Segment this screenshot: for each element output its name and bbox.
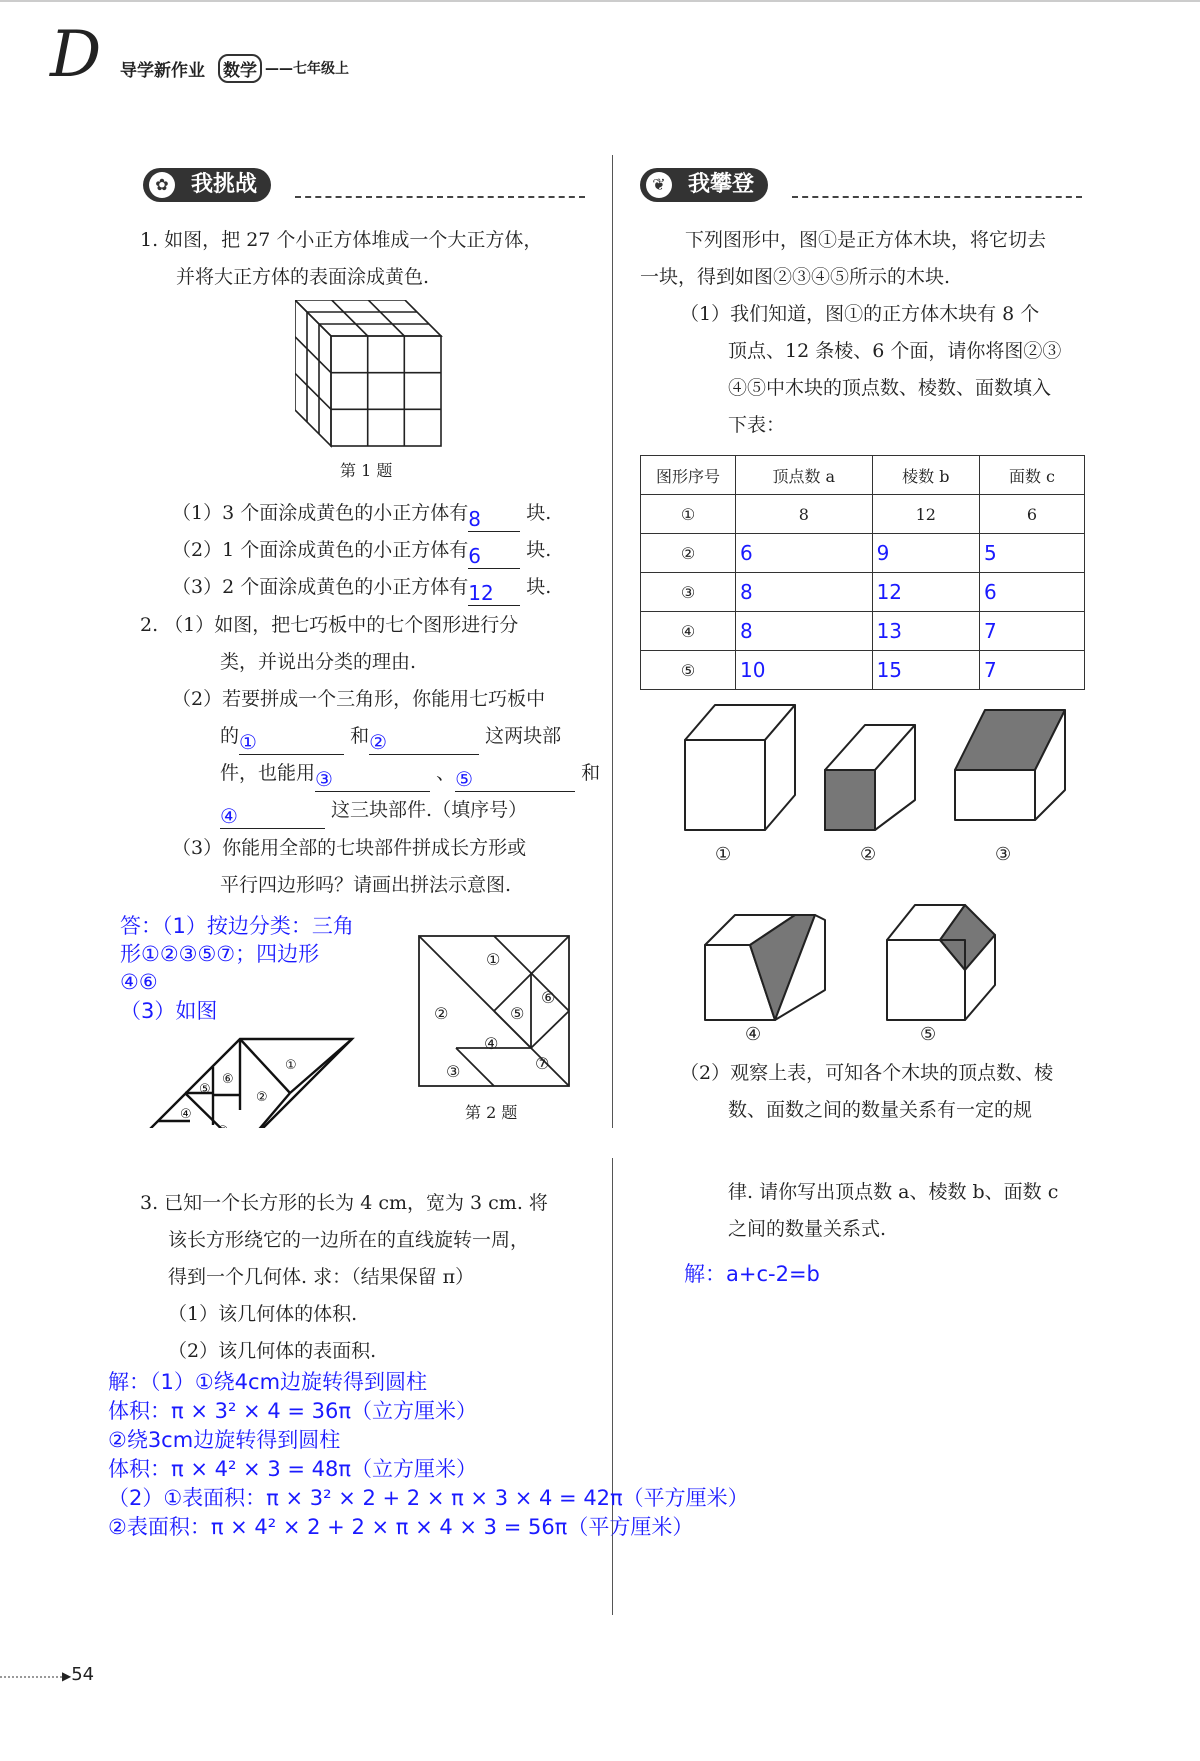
table-cell: 8 xyxy=(736,495,873,534)
answer-cell[interactable]: 5 xyxy=(980,534,1085,573)
q1-part3: （3）2 个面涂成黄色的小正方体有12 块. xyxy=(172,576,552,605)
section-title: 我攀登 xyxy=(688,172,755,197)
section-title: 我挑战 xyxy=(191,172,258,197)
climb-section-header xyxy=(640,168,790,202)
tangram-label-2: ② xyxy=(434,1004,449,1023)
table-row xyxy=(641,534,1085,573)
q2-answer-3[interactable]: ③ xyxy=(315,767,430,792)
q2-line-2: 类，并说出分类的理由. xyxy=(220,651,417,673)
solid-label-3: ③ xyxy=(995,844,1012,865)
p1-line-4: 下表： xyxy=(728,414,786,436)
column-divider xyxy=(612,155,613,1615)
header-title: 导学新作业 xyxy=(120,61,205,81)
tangram-figure xyxy=(418,935,570,1087)
p1-line-3: ④⑤中木块的顶点数、棱数、面数填入 xyxy=(728,377,1052,399)
table-cell: 6 xyxy=(980,495,1085,534)
q2-line-6: ④ 这三块部件.（填序号） xyxy=(220,799,528,828)
table-cell: 12 xyxy=(872,495,979,534)
q2-line-3: （2）若要拼成一个三角形，你能用七巧板中 xyxy=(172,688,546,710)
intro-line-1: 下列图形中，图①是正方体木块，将它切去 xyxy=(685,229,1047,251)
sketch-label-2: ② xyxy=(256,1090,268,1105)
answer-cell[interactable]: 8 xyxy=(736,612,873,651)
q2-answer-4[interactable]: ⑤ xyxy=(455,767,575,792)
scan-seam xyxy=(0,1128,1200,1158)
table-cell: ③ xyxy=(641,573,736,612)
header xyxy=(40,18,440,108)
q1-answer-1[interactable]: 8 xyxy=(468,507,520,532)
q2-line-4: 的① 和② 这两块部 xyxy=(220,725,562,754)
sketch-label-6: ⑥ xyxy=(222,1072,234,1087)
intro-line-2: 一块，得到如图②③④⑤所示的木块. xyxy=(640,266,951,288)
q2-solution-1: 答：（1）按边分类：三角 xyxy=(120,914,354,938)
tangram-label-3: ③ xyxy=(446,1062,461,1081)
q3-solution-2: 体积：π × 3² × 4 = 36π（立方厘米） xyxy=(108,1399,477,1423)
table-header: 顶点数 a xyxy=(736,456,873,495)
table-cell: ④ xyxy=(641,612,736,651)
top-rule xyxy=(0,0,1200,2)
answer-cell[interactable]: 8 xyxy=(736,573,873,612)
answer-cell[interactable]: 15 xyxy=(872,651,979,690)
section-divider xyxy=(792,196,1082,198)
tangram-label-7: ⑦ xyxy=(535,1054,550,1073)
q3-solution-5: （2）①表面积：π × 3² × 2 + 2 × π × 3 × 4 = 42π（平方厘米） xyxy=(108,1486,749,1510)
q3-solution-4: 体积：π × 4² × 3 = 48π（立方厘米） xyxy=(108,1457,477,1481)
sketch-label-4: ④ xyxy=(180,1107,192,1122)
q2-line-5: 件，也能用③ 、⑤ 和 xyxy=(220,762,601,791)
p1-line-2: 顶点、12 条棱、6 个面，请你将图②③ xyxy=(728,340,1062,362)
solid-label-4: ④ xyxy=(745,1024,762,1045)
table-header: 棱数 b xyxy=(872,456,979,495)
solid-label-5: ⑤ xyxy=(920,1024,937,1045)
q2-answer-2[interactable]: ② xyxy=(369,730,479,755)
answer-cell[interactable]: 6 xyxy=(736,534,873,573)
solid-label-2: ② xyxy=(860,844,877,865)
q3-solution-3: ②绕3cm边旋转得到圆柱 xyxy=(108,1428,341,1452)
q2-line-7: （3）你能用全部的七块部件拼成长方形或 xyxy=(172,837,527,859)
solids-figure xyxy=(675,700,1085,1060)
tangram-label-1: ① xyxy=(486,950,501,969)
q2-solution-3: ④⑥ xyxy=(120,970,158,994)
q3-solution-1: 解：（1）①绕4cm边旋转得到圆柱 xyxy=(108,1370,428,1394)
table-header-row xyxy=(641,456,1085,495)
q2-line-1: 2. （1）如图，把七巧板中的七个图形进行分 xyxy=(140,614,519,636)
relation-answer: 解：a+c-2=b xyxy=(684,1262,820,1286)
header-grade: ——七年级上 xyxy=(265,61,349,77)
p2-line-1: （2）观察上表，可知各个木块的顶点数、棱 xyxy=(680,1062,1054,1084)
tangram-label-4: ④ xyxy=(484,1034,499,1053)
footer-dots xyxy=(0,1676,62,1678)
table-header: 面数 c xyxy=(980,456,1085,495)
solid-label-1: ① xyxy=(715,844,732,865)
p2-line-4: 之间的数量关系式. xyxy=(728,1218,887,1240)
challenge-section-header xyxy=(143,168,293,202)
q1-answer-3[interactable]: 12 xyxy=(468,581,520,606)
answer-cell[interactable]: 10 xyxy=(736,651,873,690)
q1-stem-1: 1. 如图，把 27 个小正方体堆成一个大正方体， xyxy=(140,229,543,251)
section-divider xyxy=(295,196,585,198)
table-cell: ⑤ xyxy=(641,651,736,690)
sketch-label-1: ① xyxy=(285,1058,297,1073)
table-cell: ① xyxy=(641,495,736,534)
answer-cell[interactable]: 7 xyxy=(980,612,1085,651)
answer-cell[interactable]: 12 xyxy=(872,573,979,612)
tangram-label-5: ⑤ xyxy=(510,1004,525,1023)
q3-line-5: （2）该几何体的表面积. xyxy=(168,1340,377,1362)
cube-figure xyxy=(295,300,445,450)
q2-answer-1[interactable]: ① xyxy=(239,730,344,755)
table-row xyxy=(641,612,1085,651)
q3-line-4: （1）该几何体的体积. xyxy=(168,1303,358,1325)
sketch-label-5: ⑤ xyxy=(199,1082,211,1097)
answer-cell[interactable]: 13 xyxy=(872,612,979,651)
arrow-icon: ▶ xyxy=(62,1669,72,1683)
q2-solution-4: （3）如图 xyxy=(120,999,218,1023)
table-row xyxy=(641,495,1085,534)
header-subject: 数学 xyxy=(218,54,262,83)
q2-line-8: 平行四边形吗？请画出拼法示意图. xyxy=(220,874,512,896)
q2-answer-5[interactable]: ④ xyxy=(220,804,325,829)
q1-stem-2: 并将大正方体的表面涂成黄色. xyxy=(176,266,430,288)
table-cell: ② xyxy=(641,534,736,573)
p2-line-3: 律. 请你写出顶点数 a、棱数 b、面数 c xyxy=(728,1181,1059,1203)
table-row xyxy=(641,573,1085,612)
p1-line-1: （1）我们知道，图①的正方体木块有 8 个 xyxy=(680,303,1040,325)
solid-table xyxy=(640,455,1085,690)
q3-line-1: 3. 已知一个长方形的长为 4 cm，宽为 3 cm. 将 xyxy=(140,1192,548,1214)
q3-line-2: 该长方形绕它的一边所在的直线旋转一周， xyxy=(168,1229,530,1251)
logo-letter: D xyxy=(50,18,102,92)
q3-solution-6: ②表面积：π × 4² × 2 + 2 × π × 4 × 3 = 56π（平方厘米） xyxy=(108,1515,694,1539)
tangram-label-6: ⑥ xyxy=(541,988,556,1007)
p2-line-2: 数、面数之间的数量关系有一定的规 xyxy=(728,1099,1033,1121)
answer-cell[interactable]: 6 xyxy=(980,573,1085,612)
q1-answer-2[interactable]: 6 xyxy=(468,544,520,569)
answer-cell[interactable]: 9 xyxy=(872,534,979,573)
q2-figure-caption: 第 2 题 xyxy=(465,1103,518,1122)
page-number: ▶54 xyxy=(62,1664,95,1685)
q1-figure-caption: 第 1 题 xyxy=(340,461,393,480)
flower-icon: ✿ xyxy=(149,172,175,198)
q1-part2: （2）1 个面涂成黄色的小正方体有6 块. xyxy=(172,539,552,568)
q3-line-3: 得到一个几何体. 求：（结果保留 π） xyxy=(168,1266,475,1288)
table-row xyxy=(641,651,1085,690)
table-header: 图形序号 xyxy=(641,456,736,495)
answer-cell[interactable]: 7 xyxy=(980,651,1085,690)
sprout-icon: ❦ xyxy=(646,172,672,198)
q1-part1: （1）3 个面涂成黄色的小正方体有8 块. xyxy=(172,502,552,531)
q2-solution-2: 形①②③⑤⑦；四边形 xyxy=(120,942,320,966)
